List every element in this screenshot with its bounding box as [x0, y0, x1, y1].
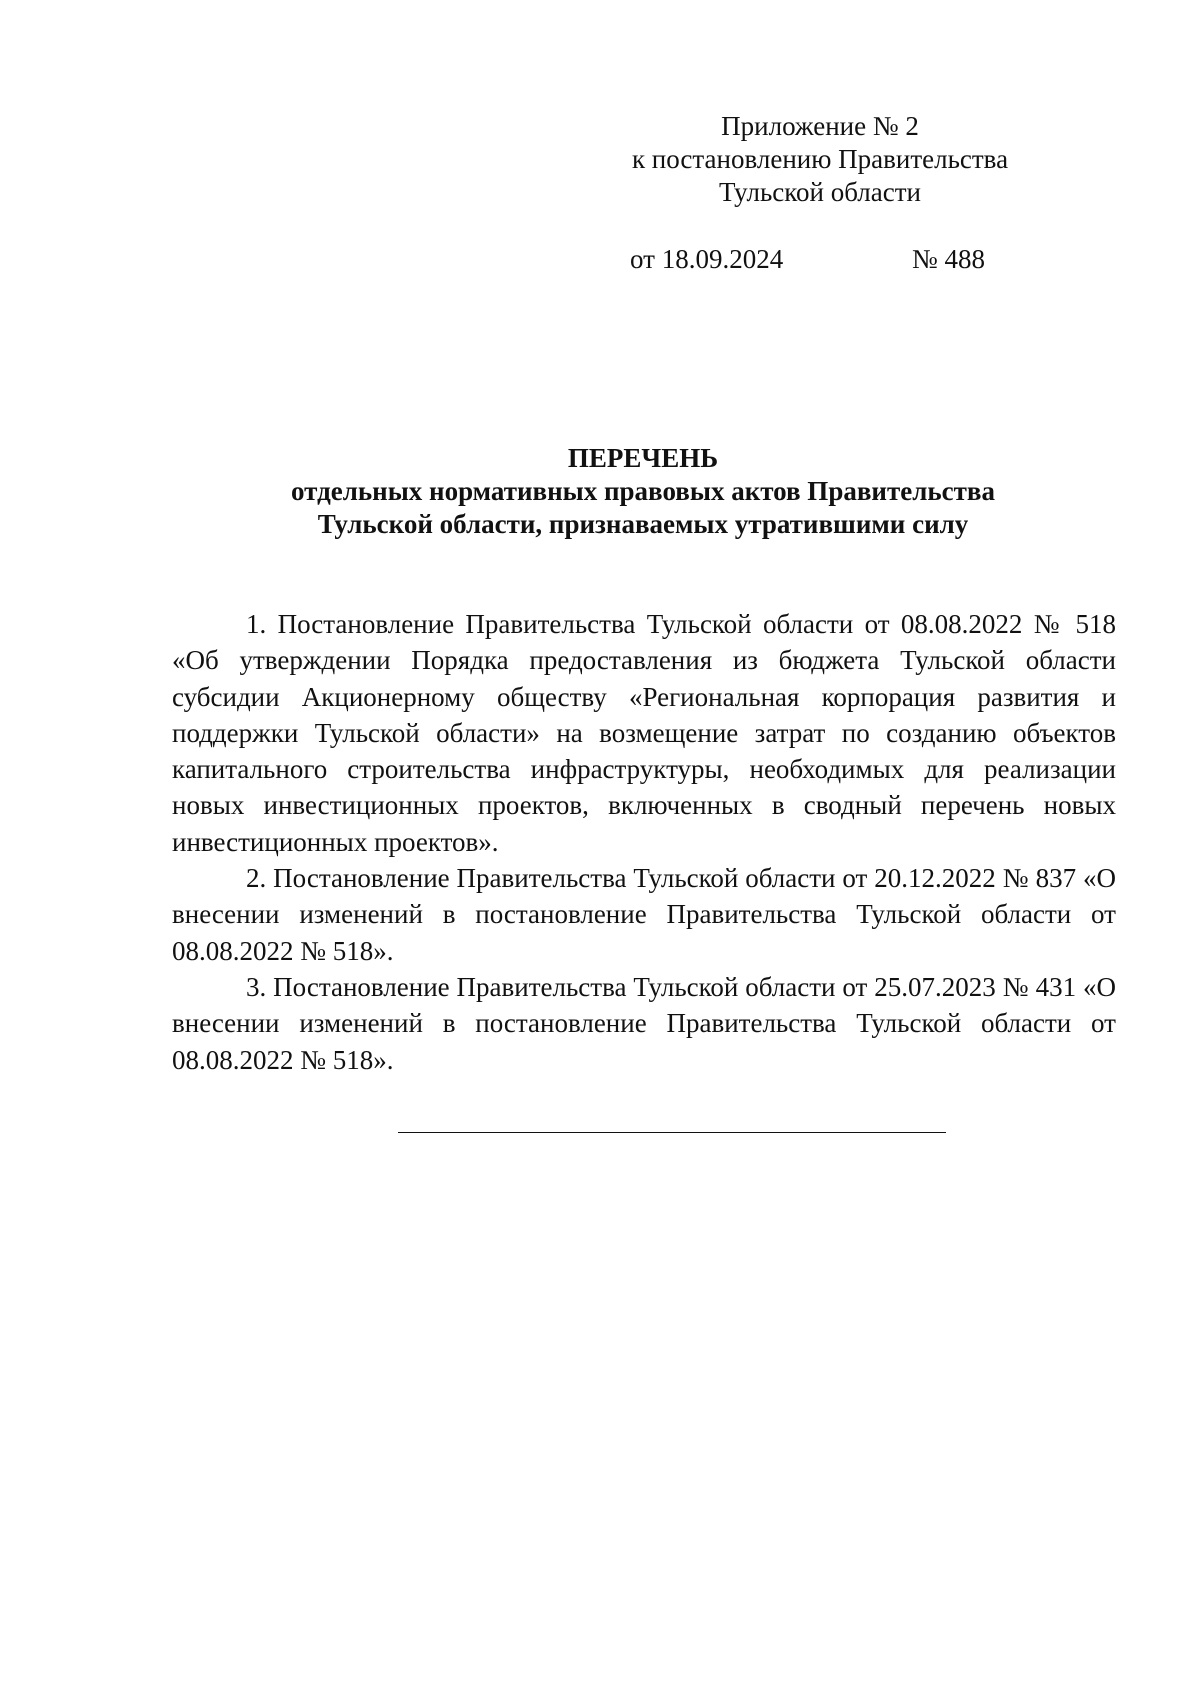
title-subheading-line2: Тульской области, признаваемых утратившими силу — [317, 509, 969, 539]
list-item: 3. Постановление Правительства Тульской области от 25.07.2023 № 431 «О внесении изменений в постановление Правительства Тульской области от 08.08.2022 № 518». — [172, 971, 1116, 1075]
title-subheading-line1: отдельных нормативных правовых актов Правительства — [291, 476, 995, 506]
resolution-date: от 18.09.2024 — [630, 244, 784, 274]
document-title — [170, 442, 1116, 541]
resolution-number: № 488 — [912, 244, 986, 274]
title-heading: ПЕРЕЧЕНЬ — [567, 443, 719, 473]
appendix-reference: к постановлению Правительства — [631, 144, 1009, 174]
acts-list — [172, 606, 1116, 1078]
list-item: 2. Постановление Правительства Тульской области от 20.12.2022 № 837 «О внесении изменений в постановление Правительства Тульской области от 08.08.2022 № 518». — [172, 863, 1116, 966]
appendix-header — [600, 110, 1040, 209]
closing-divider — [398, 1132, 946, 1133]
appendix-region: Тульской области — [719, 177, 921, 207]
appendix-number: Приложение № 2 — [721, 111, 919, 141]
list-item: 1. Постановление Правительства Тульской области от 08.08.2022 № 518 «Об утверждении Порядка предоставления из бюджета Тульской области субсидии Акционерному обществу «Региональная корпорация развития и поддержки Тульской области» на возмещение затрат по созданию объектов капитального строительства инфраструктуры, необходимых для реализации новых инвестиционных проектов, включенных в сводный перечень новых инвестиционных проектов». — [172, 609, 1116, 857]
